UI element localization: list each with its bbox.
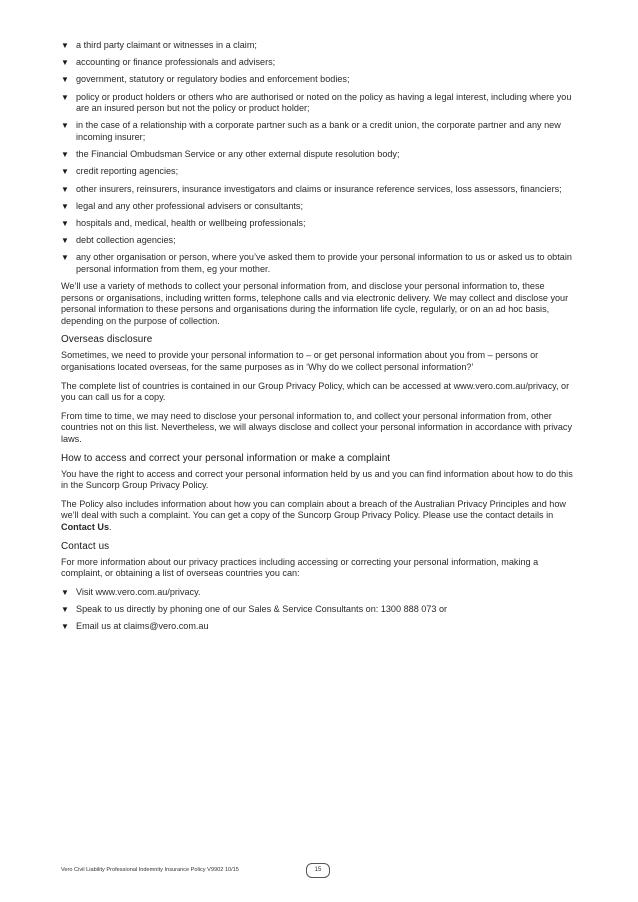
triangle-bullet-icon: ▼ — [61, 587, 69, 597]
triangle-bullet-icon: ▼ — [61, 167, 69, 177]
list-item: ▼ credit reporting agencies; — [61, 166, 179, 177]
list-item: ▼ in the case of a relationship with a corporate partner such as a bank or a credit union, the corporate partner and any new incoming insurer; — [61, 120, 561, 142]
access-correct-heading: How to access and correct your personal information or make a complaint — [61, 452, 391, 464]
list-item: ▼ accounting or finance professionals and advisers; — [61, 57, 276, 68]
triangle-bullet-icon: ▼ — [61, 150, 69, 160]
page-number: 15 — [306, 863, 330, 878]
contact-options-list — [61, 587, 577, 633]
contact-intro-paragraph: For more information about our privacy practices including accessing or correcting your personal information, making a complaint, or obtaining a list of overseas countries you can: — [61, 556, 539, 579]
triangle-bullet-icon: ▼ — [61, 121, 69, 131]
list-item: ▼ other insurers, reinsurers, insurance investigators and claims or insurance reference services, loss assessors, financiers; — [61, 183, 562, 194]
triangle-bullet-icon: ▼ — [61, 41, 69, 50]
list-item: ▼ the Financial Ombudsman Service or any other external dispute resolution body; — [61, 149, 400, 160]
triangle-bullet-icon: ▼ — [61, 92, 69, 102]
list-item: ▼ legal and any other professional advisers or consultants; — [61, 200, 303, 211]
footer-policy-text: Vero Civil Liability Professional Indemnity Insurance Policy V9902 10/15 — [61, 867, 239, 873]
triangle-bullet-icon: ▼ — [61, 236, 69, 246]
collection-methods-paragraph: We’ll use a variety of methods to collect your personal information from, and disclose your personal information to, these persons or organisations, including written forms, telephone calls and via electronic delivery. We may collect and disclose your personal information to these persons and organisations during the information life cycle, regularly, or on an ad hoc basis, depending on the purpose of collection. — [61, 281, 569, 326]
overseas-disclosure-heading: Overseas disclosure — [61, 334, 153, 346]
triangle-bullet-icon: ▼ — [61, 75, 69, 85]
list-item: ▼ Visit www.vero.com.au/privacy. — [61, 586, 201, 597]
triangle-bullet-icon: ▼ — [61, 622, 69, 632]
access-paragraph-2: The Policy also includes information about how you can complain about a breach of the Australian Privacy Principles and how we’ll deal with such a complaint. You can get a copy of the Suncorp Group Privacy Policy. Please use the contact details in Contact Us. — [61, 498, 566, 532]
document-page — [61, 40, 577, 638]
triangle-bullet-icon: ▼ — [61, 604, 69, 614]
overseas-paragraph-3: From time to time, we may need to disclose your personal information to, and collect your personal information from, other countries not on this list. Nevertheless, we will always disclose and collect your personal information in accordance with privacy laws. — [61, 410, 572, 444]
list-item: ▼ a third party claimant or witnesses in a claim; — [61, 40, 257, 50]
list-item: ▼ hospitals and, medical, health or wellbeing professionals; — [61, 217, 306, 228]
triangle-bullet-icon: ▼ — [61, 201, 69, 211]
overseas-paragraph-1: Sometimes, we need to provide your personal information to – or get personal information about you from – persons or organisations located overseas, for the same purposes as in ‘Why do we collect personal information?’ — [61, 350, 539, 372]
list-item: ▼ debt collection agencies; — [61, 235, 176, 246]
overseas-paragraph-2: The complete list of countries is contained in our Group Privacy Policy, which can be accessed at www.vero.com.au/privacy, or you can call us for a copy. — [61, 380, 570, 403]
triangle-bullet-icon: ▼ — [61, 253, 69, 263]
triangle-bullet-icon: ▼ — [61, 58, 69, 68]
list-item: ▼ Speak to us directly by phoning one of our Sales & Service Consultants on: 1300 888 073 or — [61, 603, 448, 614]
list-item: ▼ any other organisation or person, where you’ve asked them to provide your personal information to us or asked us to obtain personal information from them, eg your mother. — [61, 252, 572, 274]
disclosure-recipients-list — [61, 40, 577, 275]
access-paragraph-1: You have the right to access and correct your personal information held by us and you can find information about how to do this in the Suncorp Group Privacy Policy. — [61, 468, 573, 491]
contact-us-reference: Contact Us — [61, 521, 109, 532]
list-item: ▼ government, statutory or regulatory bodies and enforcement bodies; — [61, 74, 350, 85]
contact-us-heading: Contact us — [61, 540, 110, 552]
list-item: ▼ policy or product holders or others who are authorised or noted on the policy as having a legal interest, including where you are an insured person but not the policy or product holder; — [61, 91, 572, 114]
list-item: ▼ Email us at claims@vero.com.au — [61, 621, 209, 632]
triangle-bullet-icon: ▼ — [61, 218, 69, 228]
triangle-bullet-icon: ▼ — [61, 184, 69, 194]
